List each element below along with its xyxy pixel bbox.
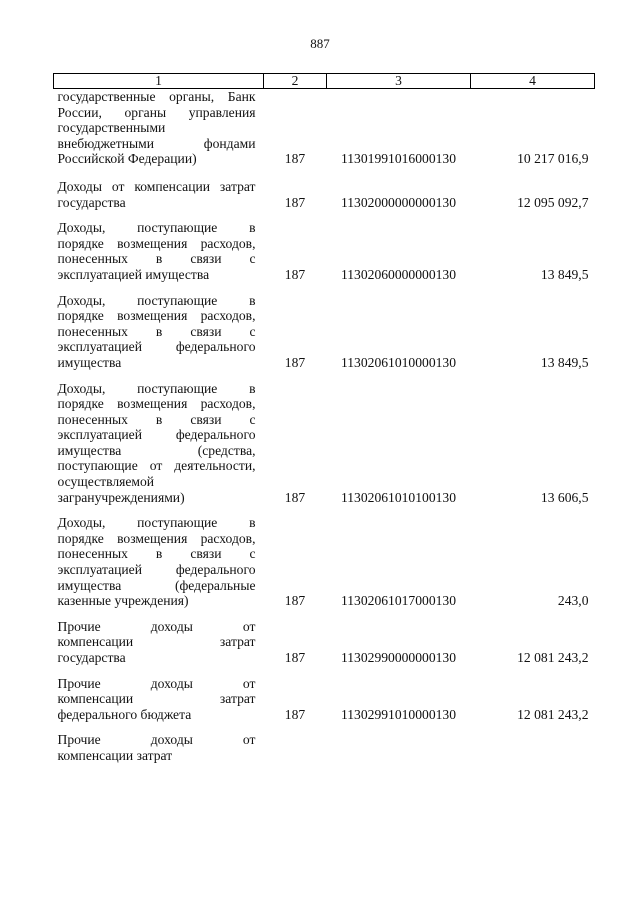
amount: 12 095 092,7 [517,194,589,210]
column-number-header [54,74,595,89]
description-line: казенные учреждения) [57,593,189,609]
description-line: России, органы управления [57,104,256,120]
budget-classification-code: 11302061010000130 [340,354,457,370]
budget-classification-code [327,732,471,773]
amount: 243,0 [557,593,589,609]
table-row [54,676,595,733]
description-line: порядке возмещения расходов, [57,530,256,546]
description-line: загранучреждениями) [57,489,185,505]
description-line: эксплуатацией имущества [57,266,210,282]
description-line: понесенных в связи с [57,251,256,267]
budget-classification-code: 11302060000000130 [340,266,457,282]
description-line: Российской Федерации) [57,151,197,167]
description-line: компенсации затрат [57,747,173,763]
amount: 13 606,5 [540,489,589,505]
description-line: государства [57,650,126,665]
table-row [54,220,595,292]
income-description [54,676,264,733]
description-line: Доходы от компенсации затрат [57,178,256,194]
budget-classification-code: 11301991016000130 [340,151,457,167]
description-line: государства [57,194,126,210]
description-line: поступающие от деятельности, [57,458,256,474]
income-table [53,73,595,774]
table-row [54,179,595,220]
description-line: эксплуатацией федерального [57,427,256,443]
description-line: компенсации затрат [57,634,256,650]
description-line: порядке возмещения расходов, [57,308,256,324]
admin-code: 187 [284,593,306,609]
income-description [54,732,264,773]
income-description [54,293,264,381]
amount: 12 081 243,2 [517,706,589,722]
amount: 10 217 016,9 [517,151,589,167]
header-col-4: 4 [471,74,595,89]
budget-classification-code: 11302061010100130 [340,489,457,505]
table-row [54,89,595,179]
budget-classification-code: 11302000000000130 [340,194,457,210]
description-line: внебюджетными фондами [57,135,256,151]
header-col-1: 1 [54,74,264,89]
income-description [54,381,264,516]
description-line: Доходы, поступающие в [57,380,256,396]
table-row [54,381,595,516]
description-line: компенсации затрат [57,691,256,707]
budget-classification-code: 11302991010000130 [340,706,457,722]
description-line: имущества [57,354,122,370]
table-row [54,515,595,619]
description-line: эксплуатацией федерального [57,562,256,578]
income-description [54,89,264,179]
description-line: Доходы, поступающие в [57,292,256,308]
description-line: государственные органы, Банк [57,89,256,104]
description-line: понесенных в связи с [57,323,256,339]
header-col-2: 2 [264,74,327,89]
amount: 13 849,5 [540,354,589,370]
description-line: Прочие доходы от [57,618,256,634]
description-line: Доходы, поступающие в [57,515,256,531]
budget-classification-code: 11302061017000130 [340,593,457,609]
admin-code: 187 [284,489,306,505]
admin-code: 187 [284,194,306,210]
admin-code: 187 [284,650,306,665]
description-line: имущества (средства, [57,442,256,458]
page-number: 887 [310,36,330,51]
income-description [54,515,264,619]
description-line: понесенных в связи с [57,546,256,562]
budget-classification-code: 11302990000000130 [340,650,457,665]
header-col-3: 3 [327,74,471,89]
table-row [54,732,595,773]
description-line: государственными [57,120,166,136]
description-line: порядке возмещения расходов, [57,396,256,412]
description-line: имущества (федеральные [57,577,256,593]
table-row [54,619,595,676]
description-line: Доходы, поступающие в [57,220,256,236]
description-line: Прочие доходы от [57,732,256,748]
income-description [54,220,264,292]
description-line: Прочие доходы от [57,675,256,691]
amount: 12 081 243,2 [517,650,589,665]
admin-code: 187 [284,706,306,722]
admin-code: 187 [284,151,306,167]
admin-code [264,732,327,773]
description-line: эксплуатацией федерального [57,339,256,355]
income-description [54,619,264,676]
income-description [54,179,264,220]
admin-code: 187 [284,266,306,282]
description-line: осуществляемой [57,474,155,490]
table-row [54,293,595,381]
amount: 13 849,5 [540,266,589,282]
admin-code: 187 [284,354,306,370]
description-line: федерального бюджета [57,706,192,722]
amount [471,732,595,773]
description-line: порядке возмещения расходов, [57,235,256,251]
description-line: понесенных в связи с [57,411,256,427]
